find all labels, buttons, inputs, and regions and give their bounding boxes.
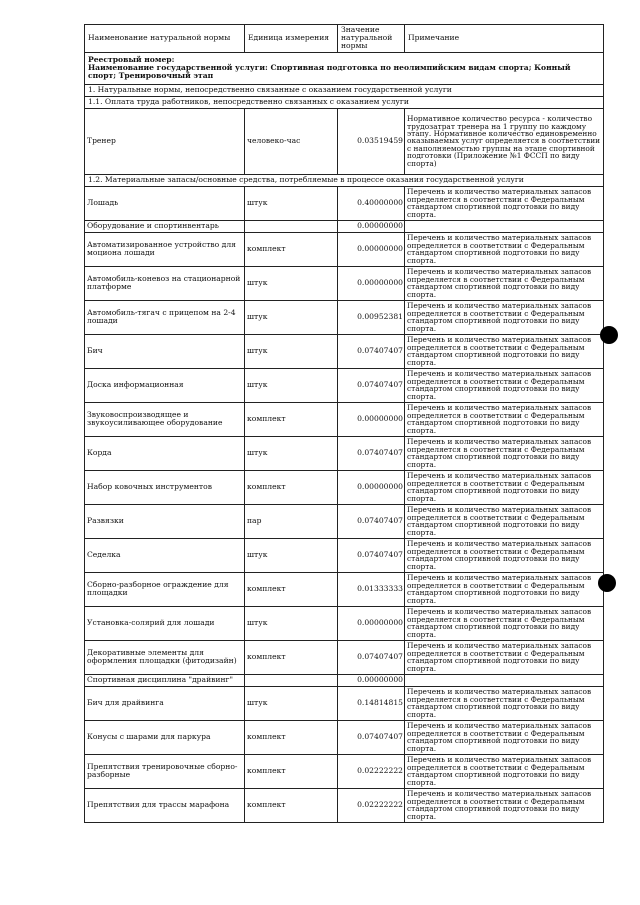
table-row	[85, 504, 604, 538]
trainer-value: 0.03519459	[338, 108, 405, 174]
item-unit	[245, 674, 338, 686]
item-name: Конусы с шарами для паркура	[85, 720, 245, 754]
item-unit: штук	[245, 368, 338, 402]
item-note: Перечень и количество материальных запасов определяется в соответствии с Федеральным стандартом спортивной подготовки по виду спорта.	[405, 720, 604, 754]
registry-number: Реестровый номер:	[88, 54, 175, 64]
item-name: Спортивная дисциплина "драйвинг"	[85, 674, 245, 686]
item-value: 0.07407407	[338, 436, 405, 470]
item-unit: комплект	[245, 232, 338, 266]
trainer-note: Нормативное количество ресурса - количество трудозатрат тренера на 1 группу по каждому этапу. Нормативное количество единовременно оказываемых услуг определяется в соответствии с наполняемостью группы на этапе спортивной подготовки (Приложение №1 ФССП по виду спорта)	[405, 108, 604, 174]
item-value: 0.07407407	[338, 720, 405, 754]
header-row	[85, 25, 604, 53]
item-unit: комплект	[245, 788, 338, 822]
item-name: Бич	[85, 334, 245, 368]
table-row	[85, 368, 604, 402]
table-row	[85, 788, 604, 822]
item-value: 0.01333333	[338, 572, 405, 606]
item-value: 0.02222222	[338, 754, 405, 788]
item-name: Установка-солярий для лошади	[85, 606, 245, 640]
item-name: Декоративные элементы для оформления площадки (фитодизайн)	[85, 640, 245, 674]
item-value: 0.00000000	[338, 470, 405, 504]
item-name: Лошадь	[85, 186, 245, 220]
item-note: Перечень и количество материальных запасов определяется в соответствии с Федеральным стандартом спортивной подготовки по виду спорта.	[405, 334, 604, 368]
header-note: Примечание	[405, 25, 604, 53]
item-value: 0.07407407	[338, 538, 405, 572]
table-row	[85, 720, 604, 754]
item-name: Доска информационная	[85, 368, 245, 402]
item-note: Перечень и количество материальных запасов определяется в соответствии с Федеральным стандартом спортивной подготовки по виду спорта.	[405, 232, 604, 266]
item-value: 0.07407407	[338, 334, 405, 368]
section-row	[85, 96, 604, 108]
table-row	[85, 186, 604, 220]
item-name: Сборно-разборное ограждение для площадки	[85, 572, 245, 606]
item-name: Автоматизированное устройство для моциона лошади	[85, 232, 245, 266]
item-unit: комплект	[245, 572, 338, 606]
item-value: 0.02222222	[338, 788, 405, 822]
item-unit: штук	[245, 606, 338, 640]
item-value: 0.40000000	[338, 186, 405, 220]
item-value: 0.00000000	[338, 606, 405, 640]
item-unit: штук	[245, 538, 338, 572]
item-note: Перечень и количество материальных запасов определяется в соответствии с Федеральным стандартом спортивной подготовки по виду спорта.	[405, 368, 604, 402]
item-name: Оборудование и спортинвентарь	[85, 220, 245, 232]
item-value: 0.00000000	[338, 266, 405, 300]
item-note: Перечень и количество материальных запасов определяется в соответствии с Федеральным стандартом спортивной подготовки по виду спорта.	[405, 300, 604, 334]
table-row	[85, 538, 604, 572]
header-norm-name: Наименование натуральной нормы	[85, 25, 245, 53]
item-value: 0.07407407	[338, 368, 405, 402]
item-value: 0.00000000	[338, 220, 405, 232]
item-note: Перечень и количество материальных запасов определяется в соответствии с Федеральным стандартом спортивной подготовки по виду спорта.	[405, 788, 604, 822]
section-1-2-title: 1.2. Материальные запасы/основные средства, потребляемые в процессе оказания государственной услуги	[85, 174, 604, 186]
item-unit: штук	[245, 436, 338, 470]
item-unit	[245, 220, 338, 232]
item-value: 0.07407407	[338, 504, 405, 538]
table-row	[85, 470, 604, 504]
item-name: Развязки	[85, 504, 245, 538]
item-name: Набор ковочных инструментов	[85, 470, 245, 504]
item-note: Перечень и количество материальных запасов определяется в соответствии с Федеральным стандартом спортивной подготовки по виду спорта.	[405, 686, 604, 720]
item-note: Перечень и количество материальных запасов определяется в соответствии с Федеральным стандартом спортивной подготовки по виду спорта.	[405, 470, 604, 504]
table-row	[85, 220, 604, 232]
item-unit: штук	[245, 266, 338, 300]
item-unit: комплект	[245, 640, 338, 674]
table-row	[85, 674, 604, 686]
item-value: 0.00000000	[338, 402, 405, 436]
table-row	[85, 108, 604, 174]
table-row	[85, 686, 604, 720]
punch-hole	[598, 574, 616, 592]
item-name: Препятствия тренировочные сборно-разборные	[85, 754, 245, 788]
item-unit: комплект	[245, 402, 338, 436]
table-row	[85, 334, 604, 368]
item-note: Перечень и количество материальных запасов определяется в соответствии с Федеральным стандартом спортивной подготовки по виду спорта.	[405, 266, 604, 300]
item-name: Препятствия для трассы марафона	[85, 788, 245, 822]
table-row	[85, 300, 604, 334]
item-note: Перечень и количество материальных запасов определяется в соответствии с Федеральным стандартом спортивной подготовки по виду спорта.	[405, 402, 604, 436]
registry-cell	[85, 52, 604, 84]
section-row	[85, 84, 604, 96]
item-name: Звуковоспроизводящее и звукоусиливающее оборудование	[85, 402, 245, 436]
item-name: Автомобиль-коневоз на стационарной платформе	[85, 266, 245, 300]
item-note: Перечень и количество материальных запасов определяется в соответствии с Федеральным стандартом спортивной подготовки по виду спорта.	[405, 538, 604, 572]
section-1-title: 1. Натуральные нормы, непосредственно связанные с оказанием государственной услуги	[85, 84, 604, 96]
trainer-name: Тренер	[85, 108, 245, 174]
table-row	[85, 572, 604, 606]
item-unit: комплект	[245, 754, 338, 788]
header-value: Значение натуральной нормы	[338, 25, 405, 53]
item-unit: штук	[245, 186, 338, 220]
item-value: 0.07407407	[338, 640, 405, 674]
table-row	[85, 436, 604, 470]
table-row	[85, 266, 604, 300]
item-name: Корда	[85, 436, 245, 470]
item-name: Бич для драйвинга	[85, 686, 245, 720]
table-row	[85, 232, 604, 266]
item-unit: штук	[245, 300, 338, 334]
item-note	[405, 674, 604, 686]
item-unit: комплект	[245, 470, 338, 504]
norms-table	[84, 24, 604, 823]
item-value: 0.00952381	[338, 300, 405, 334]
table-row	[85, 754, 604, 788]
item-value: 0.00000000	[338, 232, 405, 266]
item-value: 0.00000000	[338, 674, 405, 686]
table-body	[85, 52, 604, 822]
section-row	[85, 174, 604, 186]
punch-hole	[600, 326, 618, 344]
item-note	[405, 220, 604, 232]
item-note: Перечень и количество материальных запасов определяется в соответствии с Федеральным стандартом спортивной подготовки по виду спорта.	[405, 640, 604, 674]
item-note: Перечень и количество материальных запасов определяется в соответствии с Федеральным стандартом спортивной подготовки по виду спорта.	[405, 436, 604, 470]
table-row	[85, 640, 604, 674]
registry-row	[85, 52, 604, 84]
service-name: Наименование государственной услуги: Спортивная подготовка по неолимпийским видам спорта; Конный спорт; Тренировочный этап	[88, 63, 571, 81]
item-name: Автомобиль-тягач с прицепом на 2-4 лошади	[85, 300, 245, 334]
item-unit: штук	[245, 334, 338, 368]
item-value: 0.14814815	[338, 686, 405, 720]
header-unit: Единица измерения	[245, 25, 338, 53]
section-1-1-title: 1.1. Оплата труда работников, непосредственно связанных с оказанием услуги	[85, 96, 604, 108]
item-unit: пар	[245, 504, 338, 538]
table-row	[85, 606, 604, 640]
item-unit: комплект	[245, 720, 338, 754]
item-note: Перечень и количество материальных запасов определяется в соответствии с Федеральным стандартом спортивной подготовки по виду спорта.	[405, 754, 604, 788]
item-note: Перечень и количество материальных запасов определяется в соответствии с Федеральным стандартом спортивной подготовки по виду спорта.	[405, 186, 604, 220]
item-note: Перечень и количество материальных запасов определяется в соответствии с Федеральным стандартом спортивной подготовки по виду спорта.	[405, 572, 604, 606]
item-note: Перечень и количество материальных запасов определяется в соответствии с Федеральным стандартом спортивной подготовки по виду спорта.	[405, 504, 604, 538]
trainer-unit: человеко-час	[245, 108, 338, 174]
item-unit: штук	[245, 686, 338, 720]
item-note: Перечень и количество материальных запасов определяется в соответствии с Федеральным стандартом спортивной подготовки по виду спорта.	[405, 606, 604, 640]
table-row	[85, 402, 604, 436]
item-name: Седелка	[85, 538, 245, 572]
